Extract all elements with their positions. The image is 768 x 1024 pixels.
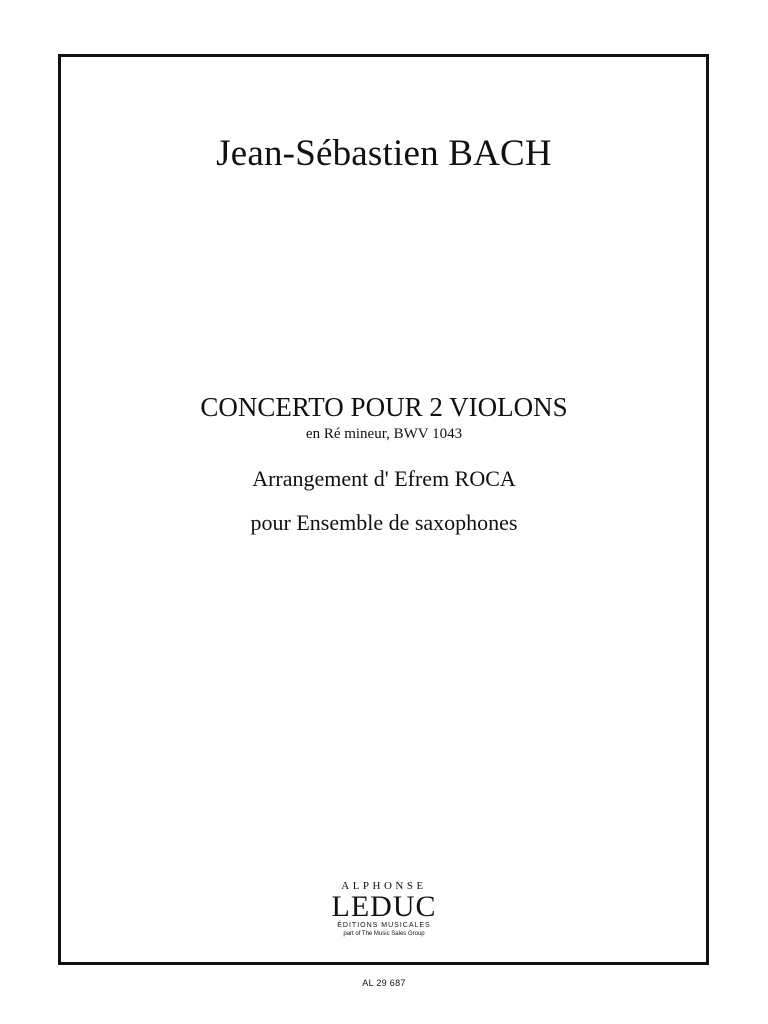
- logo-sub-text: ÉDITIONS MUSICALES: [337, 922, 431, 929]
- logo-top-text: ALPHONSE: [341, 880, 427, 892]
- work-title: CONCERTO POUR 2 VIOLONS: [200, 392, 568, 422]
- composer-name: Jean-Sébastien BACH: [216, 133, 552, 174]
- publisher-logo: [0, 880, 768, 938]
- logo-group-text: part of The Music Sales Group: [343, 931, 425, 937]
- instrumentation-line: pour Ensemble de saxophones: [250, 510, 518, 535]
- catalog-number: AL 29 687: [362, 978, 406, 988]
- logo-main-text: LEDUC: [331, 890, 437, 923]
- arranger-line: Arrangement d' Efrem ROCA: [252, 466, 516, 491]
- work-subtitle: en Ré mineur, BWV 1043: [305, 426, 463, 442]
